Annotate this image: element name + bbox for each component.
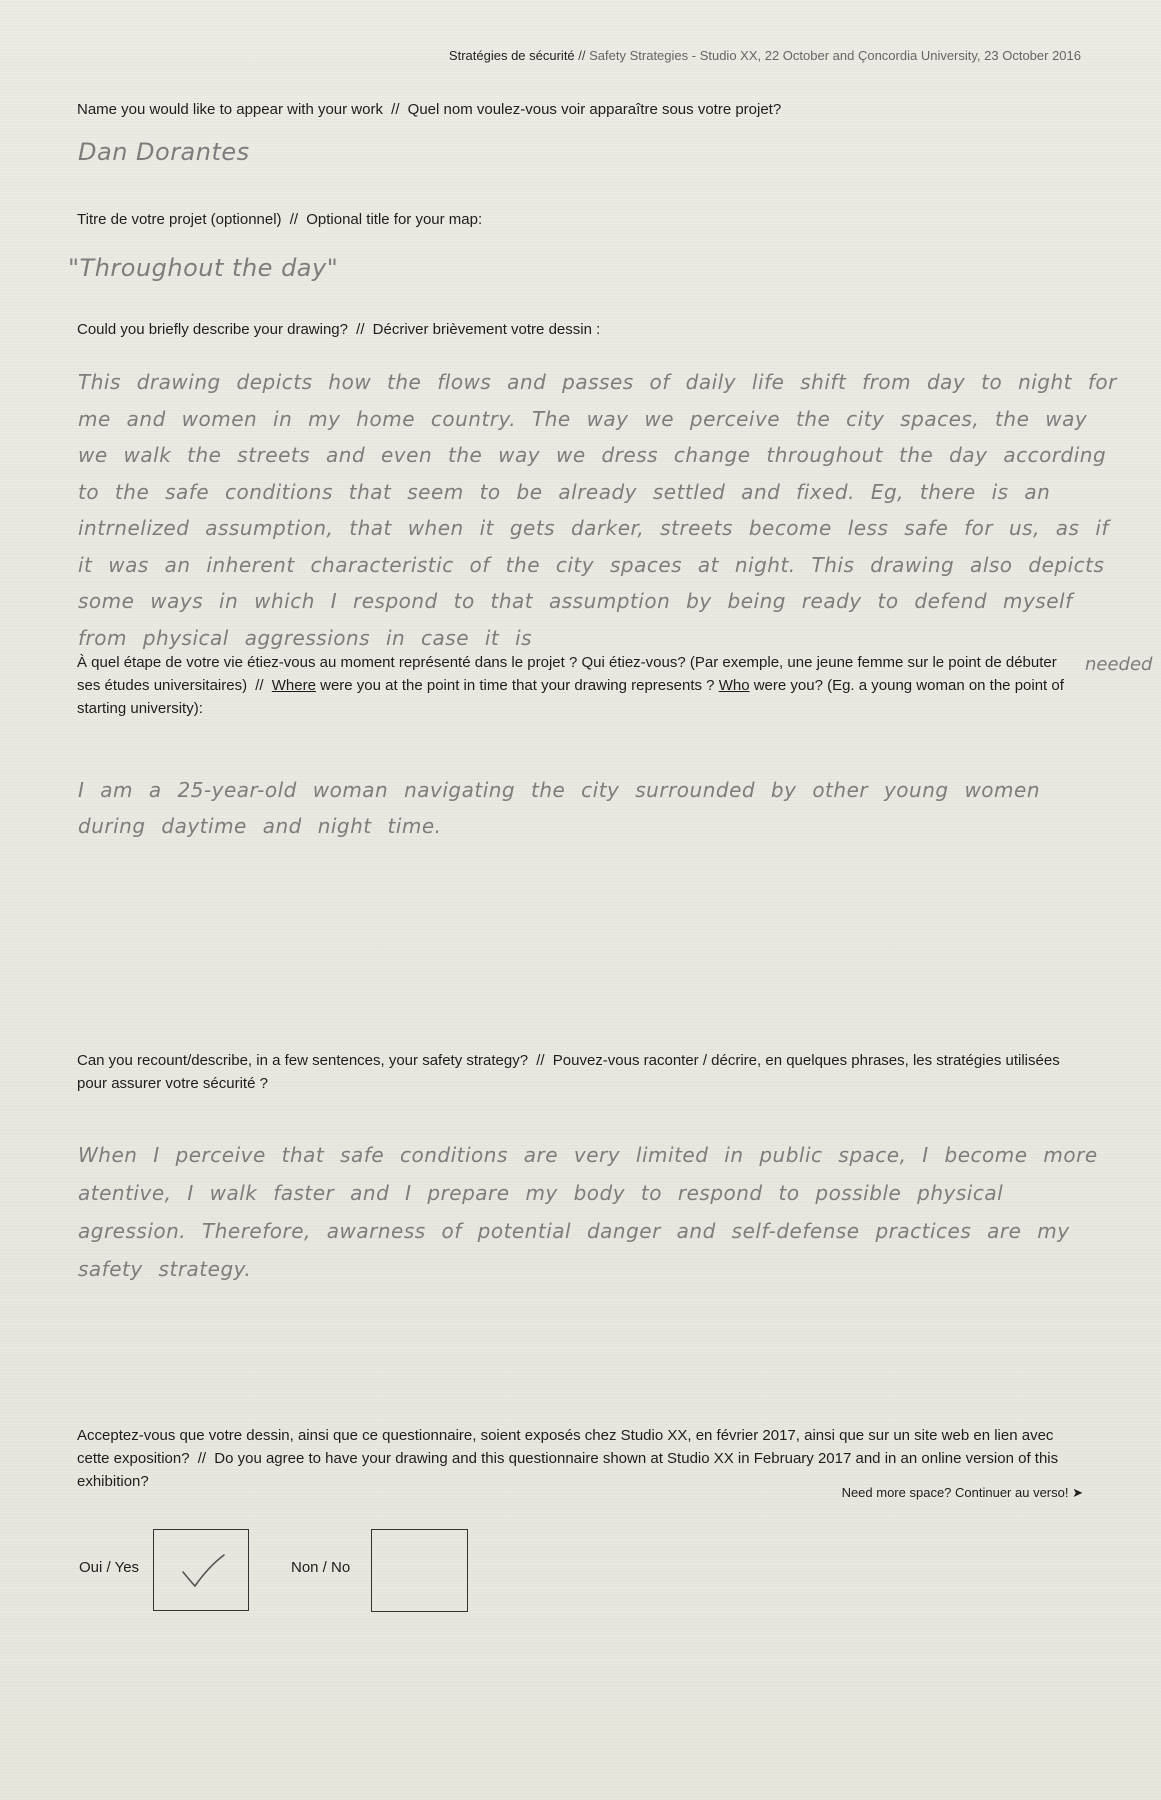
- question-strategy: [77, 1049, 1077, 1095]
- question-title: [77, 208, 1077, 231]
- question-strategy-en: Can you recount/describe, in a few sentences, your safety strategy?: [77, 1052, 529, 1069]
- question-consent-separator: //: [197, 1450, 207, 1467]
- question-consent-fr: Acceptez-vous que votre dessin, ainsi que ce questionnaire, soient exposés chez Studio XX, en février 2017, ainsi que sur un site web en lien avec cette exposition?: [77, 1427, 1054, 1467]
- question-name-separator: //: [391, 101, 400, 118]
- answer-strategy[interactable]: When I perceive that safe conditions are very limited in public space, I become more atentive, I walk faster and I prepare my body to respond to possible physical agression. Therefore, awarness of potential danger and self-defense practices are my safety strategy.: [78, 1143, 1098, 1281]
- question-life-stage-end: were you? (Eg. a young woman on the point of starting university):: [77, 677, 1064, 717]
- question-name-en: Name you would like to appear with your work: [77, 101, 383, 118]
- checkmark-icon: [180, 1552, 226, 1590]
- consent-yes-checkbox[interactable]: [153, 1529, 249, 1611]
- answer-life-stage[interactable]: I am a 25-year-old woman navigating the city surrounded by other young women during daytime and night time.: [78, 778, 1040, 838]
- question-strategy-fr: Pouvez-vous raconter / décrire, en quelques phrases, les stratégies utilisées pour assurer votre sécurité ?: [77, 1052, 1060, 1092]
- question-life-stage-separator: //: [255, 677, 264, 694]
- question-consent-en: Do you agree to have your drawing and this questionnaire shown at Studio XX in February 2017 and in an online version of this exhibition?: [77, 1450, 1059, 1490]
- consent-no-checkbox[interactable]: [371, 1529, 468, 1612]
- question-consent: [77, 1424, 1077, 1493]
- question-life-stage: [77, 651, 1077, 720]
- question-life-stage-who: Who: [718, 677, 750, 694]
- question-title-en: Optional title for your map:: [306, 211, 483, 228]
- answer-name[interactable]: Dan Dorantes: [78, 138, 250, 166]
- header-separator: //: [578, 48, 586, 63]
- header-title-rest: Safety Strategies - Studio XX, 22 October and Çoncordia University, 23 October 2016: [589, 48, 1081, 63]
- question-title-separator: //: [289, 211, 299, 228]
- question-life-stage-fr: À quel étape de votre vie étiez-vous au moment représenté dans le projet ? Qui étiez-vous? (Par exemple, une jeune femme sur le point de débuter ses études universitaires): [77, 654, 1057, 694]
- answer-describe[interactable]: This drawing depicts how the flows and passes of daily life shift from day to night for me and women in my home country. The way we perceive the city spaces, the way we walk the streets and even the way we dress change throughout the day according to the safe conditions that seem to be already settled and fixed. Eg, there is an intrnelized assumption, that when it gets darker, streets become less safe for us, as if it was an inherent characteristic of the city spaces at night. This drawing also depicts some ways in which I respond to that assumption by being ready to defend myself from physical aggressions in case it is: [78, 370, 1117, 650]
- question-describe: [77, 318, 1077, 341]
- page-footer: [842, 1485, 1083, 1501]
- question-describe-en: Could you briefly describe your drawing?: [77, 321, 348, 338]
- page-header: [449, 48, 1081, 63]
- question-name: [77, 98, 1077, 121]
- consent-no-label: Non / No: [291, 1559, 351, 1576]
- question-describe-fr: Décriver brièvement votre dessin :: [372, 321, 601, 338]
- question-describe-separator: //: [356, 321, 365, 338]
- question-name-fr: Quel nom voulez-vous voir apparaître sous votre projet?: [407, 101, 782, 118]
- arrow-right-icon: ➤: [1072, 1485, 1083, 1500]
- consent-yes-label: Oui / Yes: [79, 1559, 140, 1576]
- answer-title[interactable]: "Throughout the day": [68, 254, 339, 282]
- question-life-stage-where: Where: [271, 677, 316, 694]
- question-strategy-separator: //: [536, 1052, 545, 1069]
- footer-text: Need more space? Continuer au verso!: [841, 1485, 1069, 1500]
- question-title-fr: Titre de votre projet (optionnel): [77, 211, 282, 228]
- answer-describe-overflow: needed: [1085, 654, 1153, 675]
- question-life-stage-mid: were you at the point in time that your drawing represents ?: [320, 677, 715, 694]
- header-title-fr: Stratégies de sécurité: [448, 48, 575, 63]
